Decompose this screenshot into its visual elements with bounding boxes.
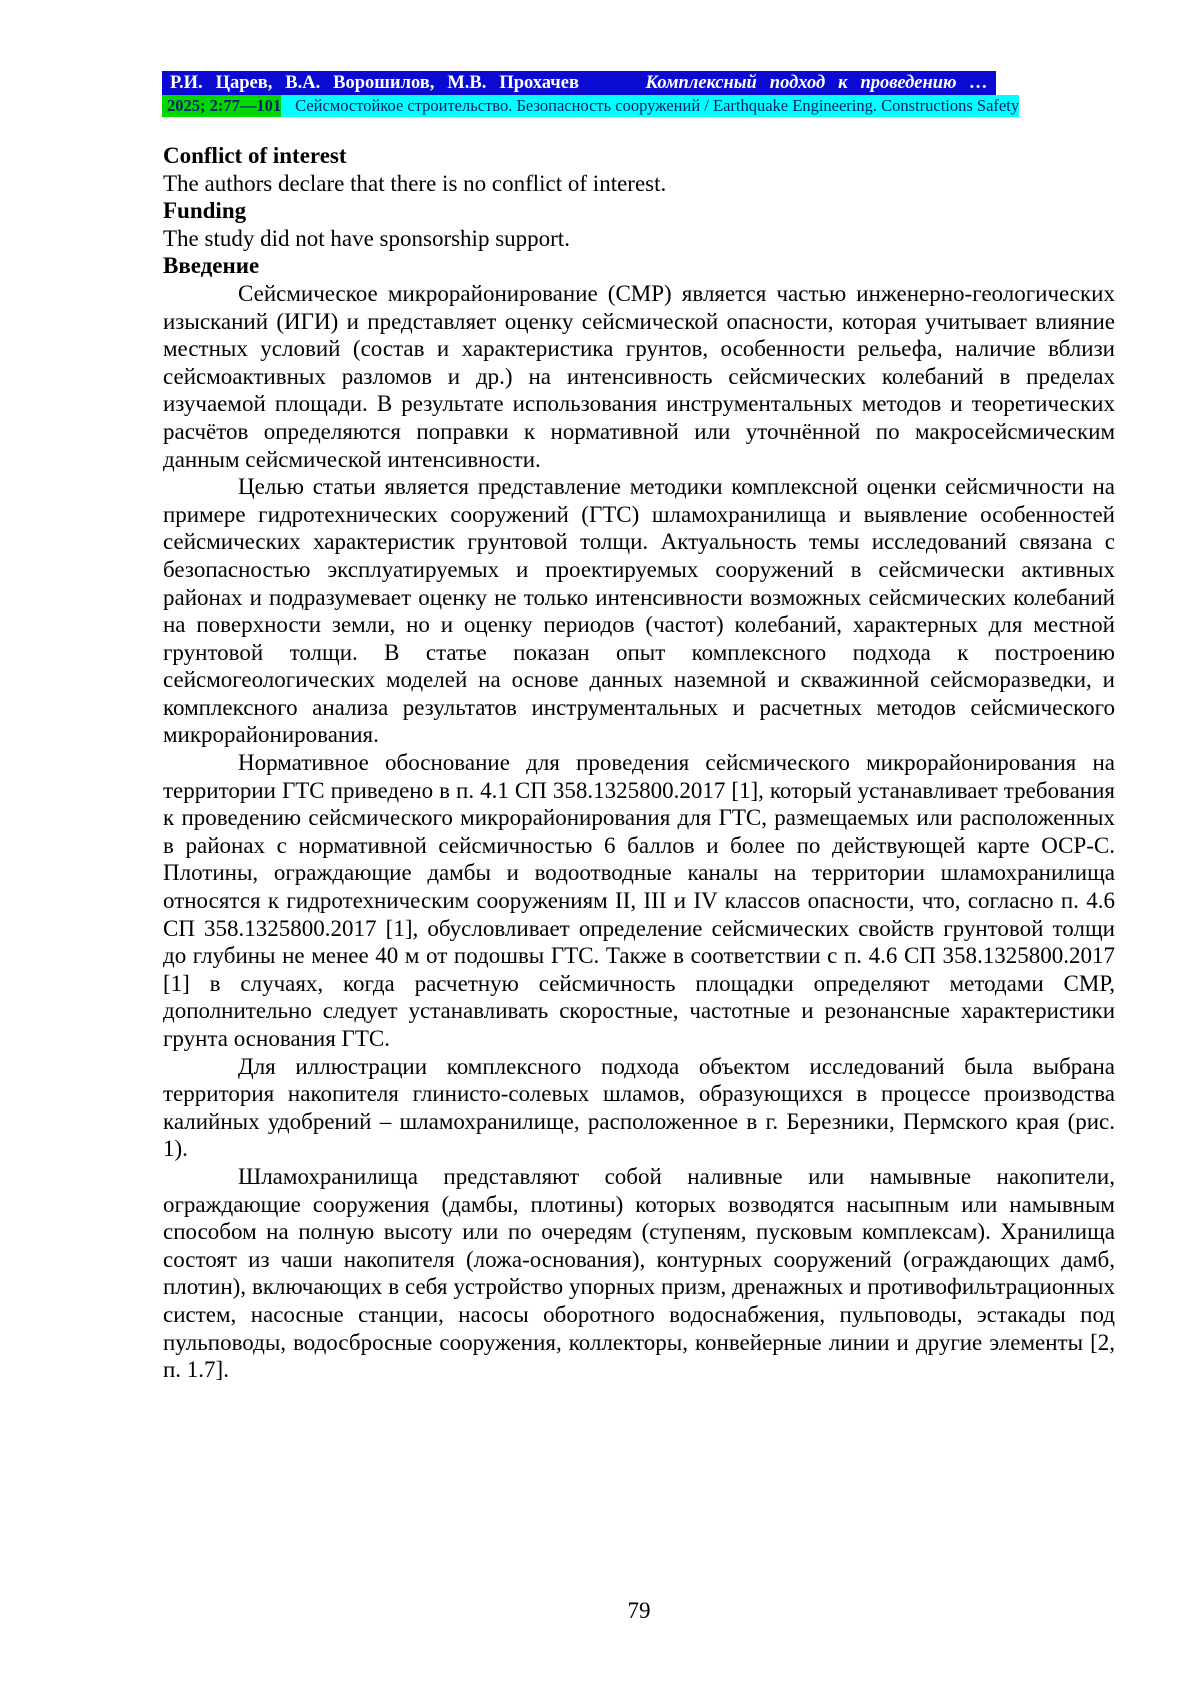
running-head-authors-bar: [162, 71, 996, 95]
introduction-paragraph-3: Нормативное обоснование для проведения сейсмического микрорайонирования на территории ГТС приведено в п. 4.1 СП 358.1325800.2017 [1], который устанавливает требования к проведению сейсмического микрорайонирования для ГТС, размещаемых или расположенных в районах с нормативной сейсмичностью 6 баллов и более по действующей карте ОСР-С. Плотины, ограждающие дамбы и водоотводные каналы на территории шламохранилища относятся к гидротехническим сооружениям II, III и IV классов опасности, что, согласно п. 4.6 СП 358.1325800.2017 [1], обусловливает определение сейсмических свойств грунтовой толщи до глубины не менее 40 м от подошвы ГТС. Также в соответствии с п. 4.6 СП 358.1325800.2017 [1] в случаях, когда расчетную сейсмичность площадки определяют методами СМР, дополнительно следует устанавливать скоростные, частотные и резонансные характеристики грунта основания ГТС.: [163, 750, 1115, 1051]
running-head-article-title: Комплексный подход к проведению …: [645, 72, 988, 93]
introduction-paragraph-1: Сейсмическое микрорайонирование (СМР) является частью инженерно-геологических изысканий (ИГИ) и представляет оценку сейсмической опасности, которая учитывает влияние местных условий (состав и характеристика грунтов, особенности рельефа, наличие вблизи сейсмоактивных разломов и др.) на интенсивность сейсмических колебаний в пределах изучаемой площади. В результате использования инструментальных методов и теоретических расчётов определяются поправки к нормативной или уточнённой по макросейсмическим данным сейсмической интенсивности.: [163, 280, 1115, 472]
heading-conflict-of-interest: Conflict of interest: [163, 143, 347, 168]
conflict-of-interest-text: The authors declare that there is no conflict of interest.: [163, 170, 667, 196]
journal-name: Сейсмостойкое строительство. Безопасность сооружений / Earthquake Engineering. Constructions Safety: [281, 95, 1019, 117]
article-body: [163, 142, 1115, 1384]
introduction-paragraph-2: Целью статьи является представление методики комплексной оценки сейсмичности на примере гидротехнических сооружений (ГТС) шламохранилища и выявление особенностей сейсмических характеристик грунтовой толщи. Актуальность темы исследований связана с безопасностью эксплуатируемых и проектируемых сооружений в сейсмически активных районах и подразумевает оценку не только интенсивности возможных сейсмических колебаний на поверхности земли, но и оценку периодов (частот) колебаний, характерных для местной грунтовой толщи. В статье показан опыт комплексного подхода к построению сейсмогеологических моделей на основе данных наземной и скважинной сейсморазведки, и комплексного анализа результатов инструментальных и расчетных методов сейсмического микрорайонирования.: [163, 474, 1115, 748]
issue-badge: 2025; 2:77—101: [162, 95, 281, 117]
journal-running-header: [162, 71, 1020, 117]
introduction-paragraph-5: Шламохранилища представляют собой наливные или намывные накопители, ограждающие сооружения (дамбы, плотины) которых возводятся насыпным или намывным способом на полную высоту или по очередям (ступеням, пусковым комплексам). Хранилища состоят из чаши накопителя (ложа-основания), контурных сооружений (ограждающих дамб, плотин), включающих в себя устройство упорных призм, дренажных и противофильтрационных систем, насосные станции, насосы оборотного водоснабжения, пульповоды, эстакады под пульповоды, водосбросные сооружения, коллекторы, конвейерные линии и другие элементы [2, п. 1.7].: [163, 1163, 1115, 1383]
running-head-authors: Р.И. Царев, В.А. Ворошилов, М.В. Прохачев: [170, 72, 579, 93]
running-head-journal-bar: [162, 95, 1020, 117]
page-number: 79: [627, 1598, 651, 1623]
funding-text: The study did not have sponsorship support.: [163, 225, 570, 251]
heading-introduction: Введение: [163, 253, 260, 279]
introduction-paragraph-4: Для иллюстрации комплексного подхода объектом исследований была выбрана территория накопителя глинисто-солевых шламов, образующихся в процессе производства калийных удобрений – шламохранилище, расположенное в г. Березники, Пермского края (рис. 1).: [163, 1053, 1115, 1162]
heading-funding: Funding: [163, 198, 247, 224]
